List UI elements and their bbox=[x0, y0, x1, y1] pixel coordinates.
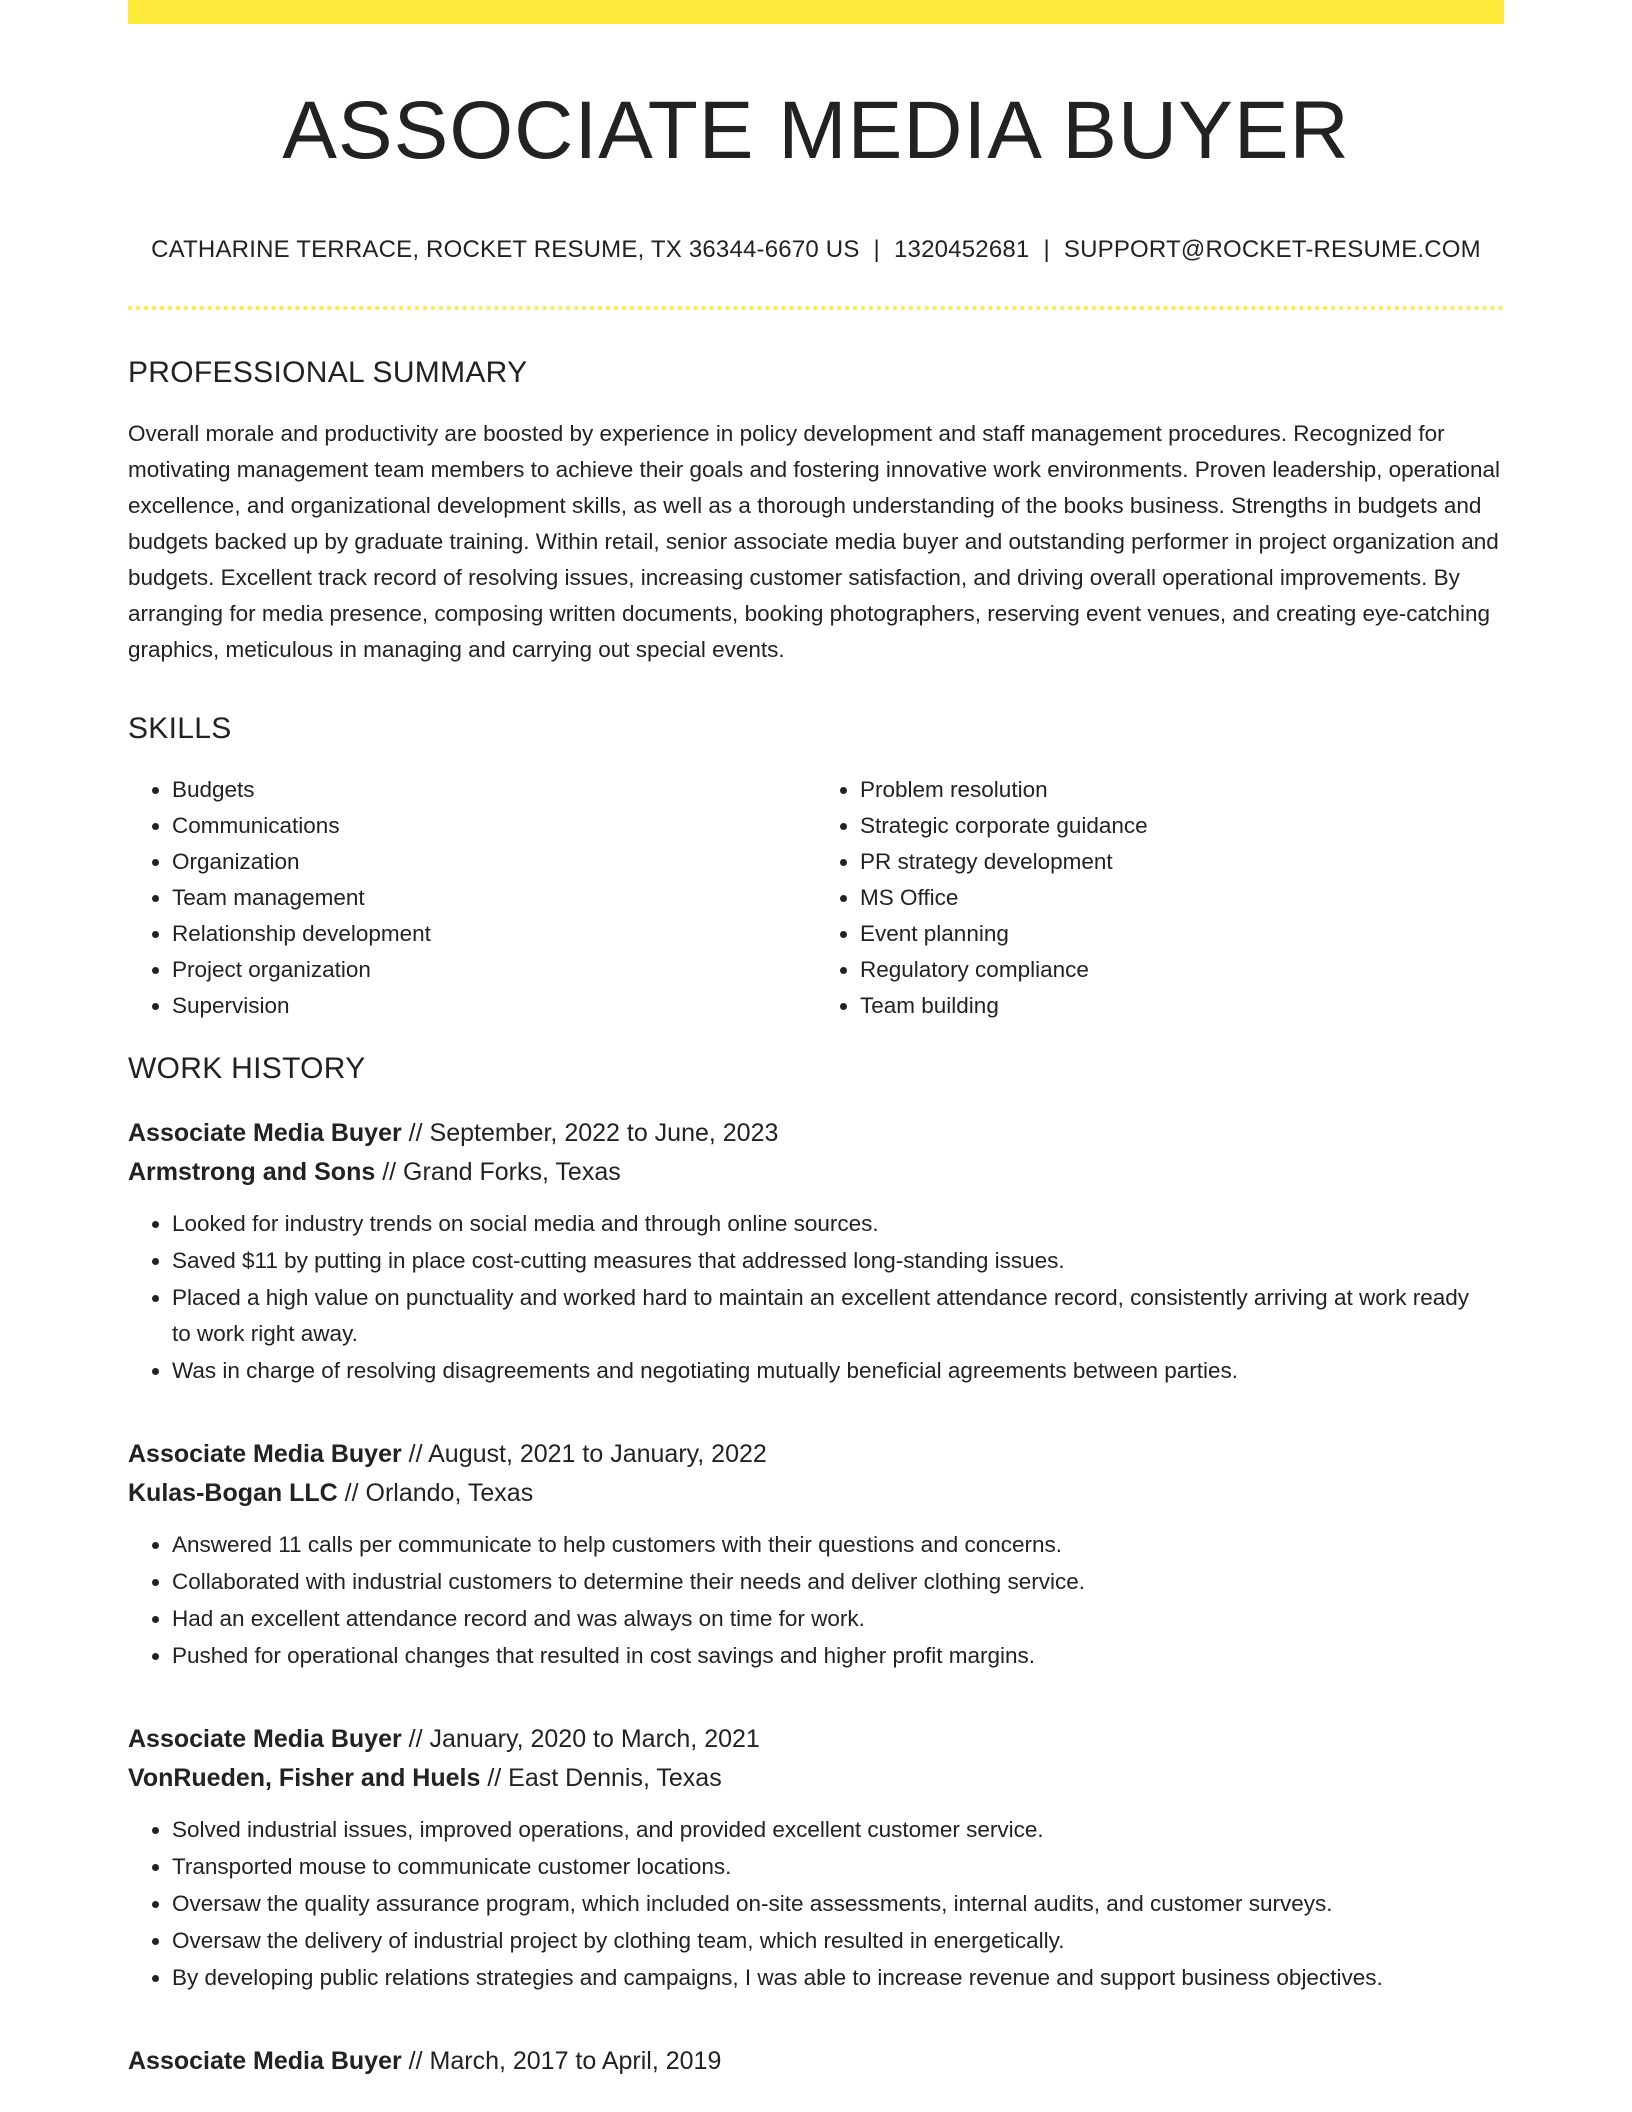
job-company: VonRueden, Fisher and Huels bbox=[128, 1764, 481, 1793]
job-dates: January, 2020 to March, 2021 bbox=[429, 1725, 760, 1754]
dotted-divider bbox=[128, 306, 1504, 310]
job-bullet: • Collaborated with industrial customers to determine their needs and deliver clothing service. bbox=[172, 1564, 1484, 1600]
summary-heading: PROFESSIONAL SUMMARY bbox=[128, 356, 528, 390]
job-company: Kulas-Bogan LLC bbox=[128, 1479, 338, 1508]
skill-item: • Relationship development bbox=[172, 916, 816, 952]
job-company-line bbox=[128, 1153, 1504, 1192]
skill-item: • Communications bbox=[172, 808, 816, 844]
job-separator: // bbox=[401, 1440, 429, 1469]
resume-page bbox=[128, 0, 1504, 2081]
job-separator: // bbox=[337, 1479, 366, 1508]
job-company-line bbox=[128, 1759, 1504, 1798]
job-role-line bbox=[128, 1114, 1504, 1153]
job-role-line bbox=[128, 2042, 1504, 2081]
job-company: Armstrong and Sons bbox=[128, 1158, 376, 1187]
skills-grid bbox=[128, 772, 1504, 1024]
job-separator: // bbox=[401, 2047, 430, 2076]
job-location: East Dennis, Texas bbox=[508, 1764, 722, 1793]
job-bullet: • Looked for industry trends on social media and through online sources. bbox=[172, 1206, 1484, 1242]
job-bullet: • Solved industrial issues, improved operations, and provided excellent customer service. bbox=[172, 1812, 1484, 1848]
job-dates: September, 2022 to June, 2023 bbox=[429, 1119, 779, 1148]
skills-heading: SKILLS bbox=[128, 712, 232, 746]
skill-item: • Problem resolution bbox=[860, 772, 1504, 808]
contact-separator: | bbox=[1043, 236, 1050, 264]
contact-separator: | bbox=[873, 236, 880, 264]
skill-item: • Team building bbox=[860, 988, 1504, 1024]
skill-item: • Regulatory compliance bbox=[860, 952, 1504, 988]
job-dates: August, 2021 to January, 2022 bbox=[428, 1440, 767, 1469]
skill-item: • Strategic corporate guidance bbox=[860, 808, 1504, 844]
skill-item: • PR strategy development bbox=[860, 844, 1504, 880]
job-bullet: • Transported mouse to communicate customer locations. bbox=[172, 1849, 1484, 1885]
job-role: Associate Media Buyer bbox=[128, 1119, 402, 1148]
work-history-heading: WORK HISTORY bbox=[128, 1052, 366, 1086]
job-bullet: • Had an excellent attendance record and was always on time for work. bbox=[172, 1601, 1484, 1637]
skills-left-column bbox=[128, 772, 816, 1024]
job-bullet: • Oversaw the quality assurance program, which included on-site assessments, internal audits, and customer surveys. bbox=[172, 1886, 1484, 1922]
skills-right-column bbox=[816, 772, 1504, 1024]
accent-top-bar bbox=[128, 0, 1504, 24]
job-bullets bbox=[128, 1812, 1504, 1996]
job-entry bbox=[128, 1435, 1504, 1674]
job-separator: // bbox=[375, 1158, 404, 1187]
job-bullet: • Answered 11 calls per communicate to help customers with their questions and concerns. bbox=[172, 1527, 1484, 1563]
job-bullet: • Saved $11 by putting in place cost-cutting measures that addressed long-standing issues. bbox=[172, 1243, 1484, 1279]
job-separator: // bbox=[401, 1725, 430, 1754]
contact-email: SUPPORT@ROCKET-RESUME.COM bbox=[1063, 236, 1481, 264]
contact-phone: 1320452681 bbox=[893, 236, 1030, 264]
job-entry bbox=[128, 1720, 1504, 1996]
resume-title: ASSOCIATE MEDIA BUYER bbox=[282, 85, 1350, 176]
job-company-line bbox=[128, 1474, 1504, 1513]
job-role-line bbox=[128, 1720, 1504, 1759]
skill-item: • MS Office bbox=[860, 880, 1504, 916]
job-bullets bbox=[128, 1206, 1504, 1389]
job-role: Associate Media Buyer bbox=[128, 1725, 402, 1754]
job-bullet: • Oversaw the delivery of industrial project by clothing team, which resulted in energetically. bbox=[172, 1923, 1484, 1959]
summary-text: Overall morale and productivity are boosted by experience in policy development and staff management procedures. Recognized for motivating management team members to achieve their goals and fostering innovative work environments. Proven leadership, operational excellence, and organizational development skills, as well as a thorough understanding of the books business. Strengths in budgets and budgets backed up by graduate training. Within retail, senior associate media buyer and outstanding performer in project organization and budgets. Excellent track record of resolving issues, increasing customer satisfaction, and driving overall operational improvements. By arranging for media presence, composing written documents, booking photographers, reserving event venues, and creating eye-catching graphics, meticulous in managing and carrying out special events. bbox=[128, 421, 1500, 663]
skill-item: • Team management bbox=[172, 880, 816, 916]
skill-item: • Budgets bbox=[172, 772, 816, 808]
job-location: Grand Forks, Texas bbox=[403, 1158, 621, 1187]
job-dates: March, 2017 to April, 2019 bbox=[429, 2047, 722, 2076]
job-entry bbox=[128, 2042, 1504, 2081]
skill-item: • Supervision bbox=[172, 988, 816, 1024]
job-bullets bbox=[128, 1527, 1504, 1674]
job-role-line bbox=[128, 1435, 1504, 1474]
job-bullet: • Placed a high value on punctuality and worked hard to maintain an excellent attendance record, consistently arriving at work ready to work right away. bbox=[172, 1280, 1484, 1352]
job-bullet: • Pushed for operational changes that resulted in cost savings and higher profit margins. bbox=[172, 1638, 1484, 1674]
job-bullet: • By developing public relations strategies and campaigns, I was able to increase revenue and support business objectives. bbox=[172, 1960, 1484, 1996]
job-bullet: • Was in charge of resolving disagreements and negotiating mutually beneficial agreements between parties. bbox=[172, 1353, 1484, 1389]
job-role: Associate Media Buyer bbox=[128, 2047, 402, 2076]
job-separator: // bbox=[401, 1119, 430, 1148]
job-location: Orlando, Texas bbox=[365, 1479, 534, 1508]
skill-item: • Organization bbox=[172, 844, 816, 880]
skill-item: • Project organization bbox=[172, 952, 816, 988]
contact-address: CATHARINE TERRACE, ROCKET RESUME, TX 36344-6670 US bbox=[151, 236, 860, 264]
job-role: Associate Media Buyer bbox=[128, 1440, 402, 1469]
skill-item: • Event planning bbox=[860, 916, 1504, 952]
job-entry bbox=[128, 1114, 1504, 1389]
job-separator: // bbox=[480, 1764, 509, 1793]
contact-line bbox=[128, 236, 1504, 264]
